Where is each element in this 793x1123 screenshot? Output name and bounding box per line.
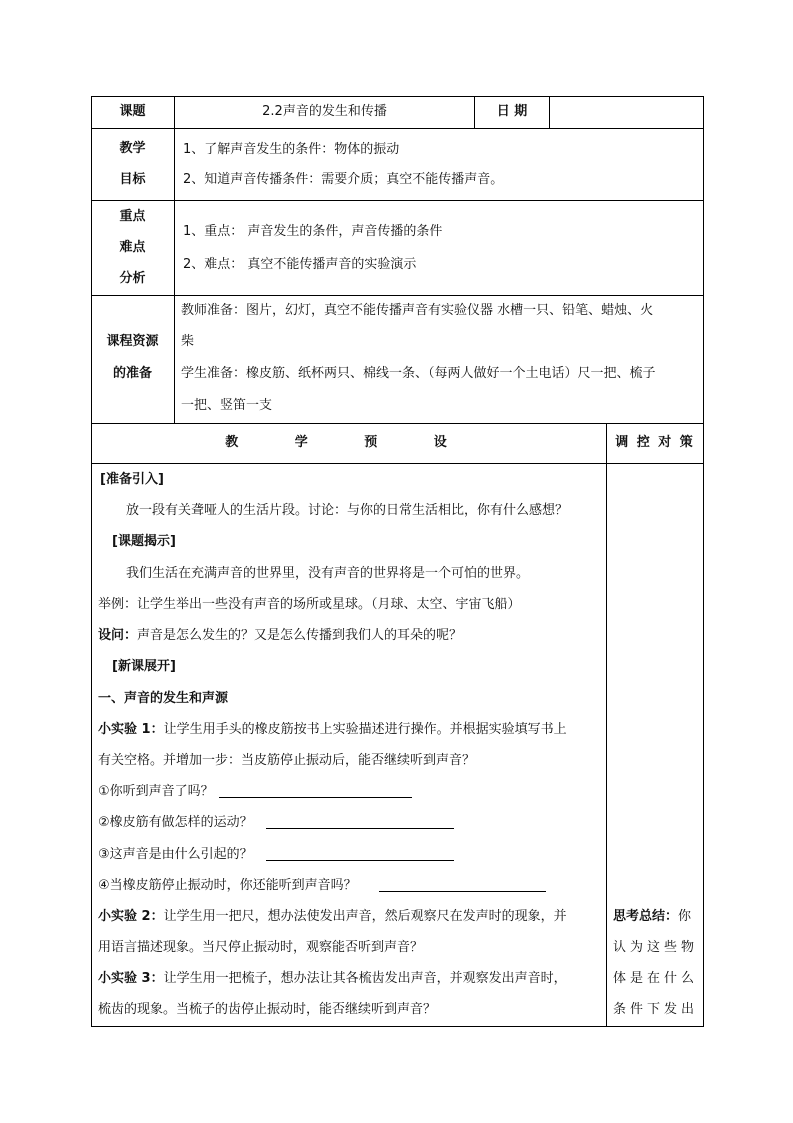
exp2-text-line1: 让学生用一把尺，想办法使发出声音，然后观察尺在发声时的现象，并 [163, 909, 567, 924]
answer-blank-2[interactable] [266, 828, 454, 829]
row-divider-3 [91, 295, 704, 296]
table-border-left [91, 96, 92, 1027]
goal-item-2: 2、知道声音传播条件：需要介质；真空不能传播声音。 [183, 172, 504, 187]
student-prep-line2: 一把、竖笛一支 [181, 398, 273, 413]
topic-label: 课题 [119, 104, 146, 119]
summary-line-4: 条件下发出 [613, 1002, 699, 1017]
row-divider-1 [91, 128, 704, 129]
question-4-text: ④当橡皮筋停止振动时，你还能听到声音吗？ [98, 878, 357, 893]
question-label: 设问： [98, 628, 138, 643]
section1-title: 一、声音的发生和声源 [98, 691, 229, 706]
date-divider-right [549, 96, 550, 129]
preset-header: 教 学 预 设 [225, 435, 473, 450]
summary-label: 思考总结： [613, 909, 679, 924]
row-divider-4 [91, 423, 704, 424]
question-line [98, 628, 462, 644]
exp2-line1 [98, 909, 567, 925]
exp2-label: 小实验 2： [98, 909, 164, 924]
student-prep-line1: 学生准备：橡皮筋、纸杯两只、棉线一条、（每两人做好一个土电话）尺一把、梳子 [181, 366, 656, 381]
topic-value: 2.2声音的发生和传播 [262, 104, 387, 119]
example-text: 举例：让学生举出一些没有声音的场所或星球。（月球、太空、宇宙飞船） [98, 597, 521, 612]
intro-text: 放一段有关聋哑人的生活片段。讨论：与你的日常生活相比，你有什么感想？ [126, 503, 569, 518]
teacher-prep-line1: 教师准备：图片，幻灯，真空不能传播声音有实验仪器 水槽一只、铅笔、蜡烛、火 [181, 303, 654, 318]
exp2-text-line2: 用语言描述现象。当尺停止振动时，观察能否听到声音？ [98, 940, 424, 955]
exp1-label: 小实验 1： [98, 722, 164, 737]
question-1-text: ①你听到声音了吗？ [98, 784, 214, 799]
question-4 [98, 878, 357, 894]
question-2-text: ②橡皮筋有做怎样的运动？ [98, 815, 253, 830]
intro-tag: [准备引入] [100, 472, 164, 487]
resources-label-line1: 课程资源 [106, 334, 159, 349]
reveal-tag: [课题揭示] [112, 534, 176, 549]
row-divider-2 [91, 200, 704, 201]
goal-item-1: 1、了解声音发生的条件：物体的振动 [183, 142, 400, 157]
keypoint-item-1: 1、重点： 声音发生的条件，声音传播的条件 [183, 224, 443, 239]
keypoints-label-line3: 分析 [119, 271, 146, 286]
label-column-divider [174, 96, 175, 424]
summary-line-3: 体是在什么 [613, 971, 699, 986]
keypoint-item-2: 2、难点： 真空不能传播声音的实验演示 [183, 257, 417, 272]
keypoints-label-line1: 重点 [119, 209, 146, 224]
goals-label-line2: 目标 [119, 172, 146, 187]
question-text: 声音是怎么发生的？又是怎么传播到我们人的耳朵的呢？ [137, 628, 463, 643]
exp3-text-line1: 让学生用一把梳子，想办法让其各梳齿发出声音，并观察发出声音时， [163, 971, 567, 986]
control-header: 调 控 对 策 [615, 435, 695, 450]
date-label: 日 期 [496, 104, 528, 119]
exp1-text-line2: 有关空格。并增加一步：当皮筋停止振动后，能否继续听到声音？ [98, 753, 476, 768]
control-column-divider [606, 423, 607, 1027]
table-border-top [91, 96, 704, 97]
exp3-text-line2: 梳齿的现象。当梳子的齿停止振动时，能否继续听到声音？ [98, 1002, 437, 1017]
question-1 [98, 784, 214, 800]
table-border-bottom [91, 1026, 704, 1027]
question-3 [98, 847, 253, 863]
question-2 [98, 815, 253, 831]
summary-line-2: 认为这些物 [613, 940, 699, 955]
summary-text-1: 你 [678, 909, 692, 924]
exp3-label: 小实验 3： [98, 971, 164, 986]
exp1-line1 [98, 722, 567, 738]
reveal-text: 我们生活在充满声音的世界里，没有声音的世界将是一个可怕的世界。 [126, 566, 530, 581]
table-border-right [703, 96, 704, 1027]
answer-blank-1[interactable] [219, 797, 412, 798]
keypoints-label-line2: 难点 [119, 240, 146, 255]
newlesson-tag: [新课展开] [112, 659, 176, 674]
exp3-line1 [98, 971, 567, 987]
resources-label-line2: 的准备 [112, 366, 152, 381]
summary-line-1 [613, 909, 691, 925]
answer-blank-4[interactable] [379, 891, 546, 892]
question-3-text: ③这声音是由什么引起的？ [98, 847, 253, 862]
goals-label-line1: 教学 [119, 141, 146, 156]
row-divider-5 [91, 463, 704, 464]
teacher-prep-line2: 柴 [181, 334, 195, 349]
answer-blank-3[interactable] [266, 860, 454, 861]
exp1-text-line1: 让学生用手头的橡皮筋按书上实验描述进行操作。并根据实验填写书上 [163, 722, 567, 737]
